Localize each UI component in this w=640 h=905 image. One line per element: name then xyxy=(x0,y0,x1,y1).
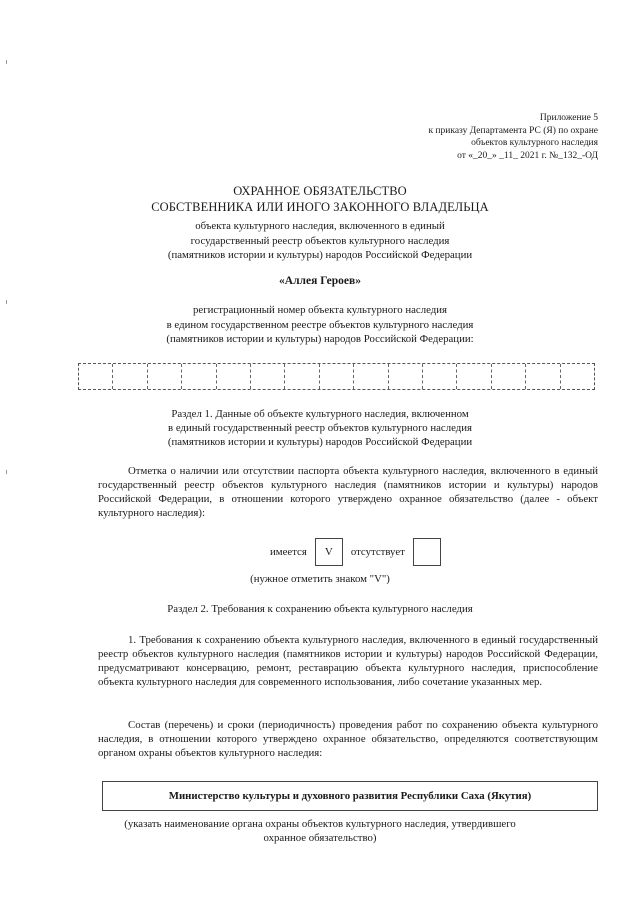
registration-line: в едином государственном реестре объектов культурного наследия xyxy=(166,318,474,331)
appendix-line: к приказу Департамента РС (Я) по охране xyxy=(428,125,598,136)
registration-digit-cell xyxy=(457,364,491,389)
requirements-paragraph: 1. Требования к сохранению объекта культурного наследия, включенного в единый государственный реестр объектов культурного наследия (памятников истории и культуры) народов Российской Федерации, предусматривают консервацию, ремонт, реставрацию объекта культурного наследия, приспособление объекта культурного наследия для современного использования, либо сочетание указанных мер. xyxy=(98,634,598,688)
scan-mark xyxy=(6,470,7,474)
registration-digit-cell xyxy=(526,364,560,389)
absent-checkbox[interactable] xyxy=(413,538,441,566)
registration-label xyxy=(0,303,640,347)
subtitle-line: (памятников истории и культуры) народов Российской Федерации xyxy=(167,249,473,261)
registration-line: (памятников истории и культуры) народов Российской Федерации: xyxy=(166,333,474,345)
present-label: имеется xyxy=(270,546,307,558)
registration-digit-cell xyxy=(79,364,113,389)
authority-name-box: Министерство культуры и духовного развития Республики Саха (Якутия) xyxy=(102,781,598,811)
registration-digit-cell xyxy=(113,364,147,389)
note-line: (указать наименование органа охраны объектов культурного наследия, утвердившего xyxy=(124,818,516,830)
section-heading-line: в единый государственный реестр объектов культурного наследия xyxy=(168,422,472,434)
registration-digit-cell xyxy=(320,364,354,389)
registration-digit-cell xyxy=(285,364,319,389)
registration-digit-cell xyxy=(423,364,457,389)
subtitle-line: государственный реестр объектов культурного наследия xyxy=(190,234,450,247)
passport-check-row xyxy=(270,538,449,566)
section-heading-line: Раздел 1. Данные об объекте культурного наследия, включенном xyxy=(171,408,469,420)
appendix-line: Приложение 5 xyxy=(539,113,598,123)
note-line: охранное обязательство) xyxy=(263,832,377,844)
registration-digit-cell xyxy=(251,364,285,389)
section-heading-line: (памятников истории и культуры) народов Российской Федерации xyxy=(167,436,473,448)
registration-digit-cell xyxy=(561,364,594,389)
absent-label: отсутствует xyxy=(350,546,405,558)
registration-digit-cell xyxy=(492,364,526,389)
appendix-block xyxy=(298,112,598,162)
section1-heading xyxy=(0,407,640,449)
title-line: СОБСТВЕННИКА ИЛИ ИНОГО ЗАКОННОГО ВЛАДЕЛЬЦА xyxy=(151,199,489,214)
passport-paragraph: Отметка о наличии или отсутствии паспорта объекта культурного наследия, включенного в единый государственный реестр объектов культурного наследия (памятников истории и культуры) народов Российской Федерации, в отношении которого утверждено охранное обязательство (далее - объект культурного наследия): xyxy=(98,465,598,519)
check-hint: (нужное отметить знаком "V") xyxy=(250,573,390,585)
registration-digit-cell xyxy=(389,364,423,389)
registration-digit-cell xyxy=(217,364,251,389)
object-name: «Аллея Героев» xyxy=(279,275,361,287)
registration-digit-cell xyxy=(148,364,182,389)
appendix-line: объектов культурного наследия xyxy=(471,138,598,148)
subtitle-line: объекта культурного наследия, включенного в единый xyxy=(195,220,445,232)
registration-digit-cell xyxy=(182,364,216,389)
authority-note xyxy=(0,817,640,845)
appendix-date-number: от «_20_» _11_ 2021 г. №_132_-ОД xyxy=(457,150,598,161)
present-checkbox[interactable]: V xyxy=(315,538,343,566)
registration-line: регистрационный номер объекта культурного наследия xyxy=(193,304,447,316)
works-paragraph: Состав (перечень) и сроки (периодичность) проведения работ по сохранению объекта культурного наследия, в отношении которого утверждено охранное обязательство, определяются соответствующим органом охраны объектов культурного наследия: xyxy=(98,719,598,759)
scan-mark xyxy=(6,60,7,64)
registration-digit-cell xyxy=(354,364,388,389)
document-title xyxy=(0,184,640,215)
registration-number-boxes xyxy=(78,363,595,390)
document-subtitle xyxy=(0,219,640,263)
title-line: ОХРАННОЕ ОБЯЗАТЕЛЬСТВО xyxy=(233,184,407,198)
section2-heading: Раздел 2. Требования к сохранению объекта культурного наследия xyxy=(167,603,473,615)
